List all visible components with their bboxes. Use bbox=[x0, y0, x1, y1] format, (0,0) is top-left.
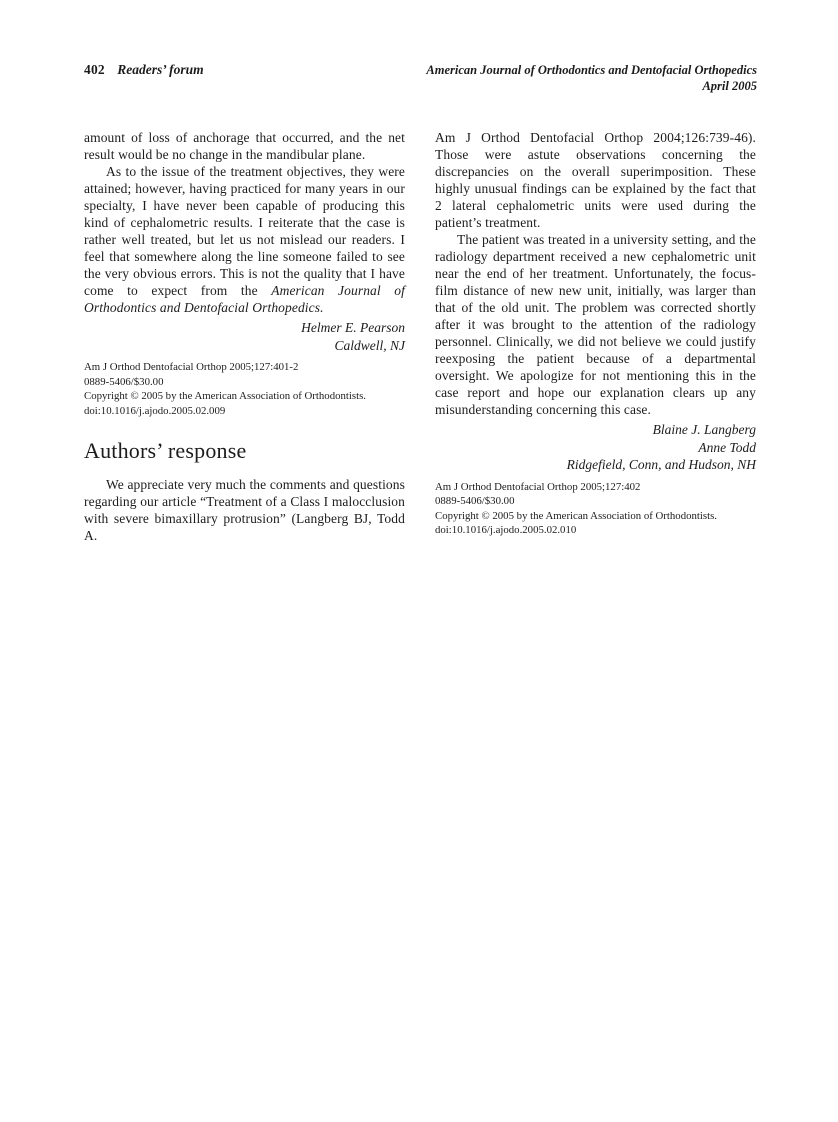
response-paragraph-continuation: Am J Orthod Dentofacial Orthop 2004;126:739-46). Those were astute observations concerning the discrepancies on the overall superimposition. These highly unusual findings can be explained by the fact that 2 lateral cephalometric units were used during the patient’s treatment. bbox=[435, 130, 756, 230]
signature-block bbox=[84, 319, 405, 354]
two-column-body bbox=[84, 129, 757, 544]
citation-line: Am J Orthod Dentofacial Orthop 2005;127:402 bbox=[435, 480, 641, 493]
section-title: Readers’ forum bbox=[117, 62, 204, 77]
citation-line: 0889-5406/$30.00 bbox=[435, 495, 515, 507]
citation-block bbox=[435, 480, 756, 538]
running-head-left bbox=[84, 62, 204, 78]
signature-name: Blaine J. Langberg bbox=[652, 422, 756, 437]
signature-name: Anne Todd bbox=[698, 439, 756, 455]
letter-paragraph-continuation: amount of loss of anchorage that occurred, and the net result would be no change in the mandibular plane. bbox=[84, 130, 405, 162]
left-column bbox=[84, 129, 405, 544]
signature-location: Caldwell, NJ bbox=[334, 337, 405, 353]
signature-block bbox=[435, 421, 756, 474]
authors-response-heading: Authors’ response bbox=[84, 438, 247, 463]
page-number: 402 bbox=[84, 62, 105, 77]
citation-line: Am J Orthod Dentofacial Orthop 2005;127:401-2 bbox=[84, 361, 299, 373]
citation-line: 0889-5406/$30.00 bbox=[84, 375, 164, 388]
response-paragraph: We appreciate very much the comments and questions regarding our article “Treatment of a Class I malocclusion with severe bimaxillary protrusion” (Langberg BJ, Todd A. bbox=[84, 477, 405, 543]
letter-paragraph-tail: . bbox=[320, 300, 324, 315]
right-column bbox=[435, 129, 756, 544]
citation-line: doi:10.1016/j.ajodo.2005.02.009 bbox=[84, 404, 226, 417]
response-paragraph: The patient was treated in a university setting, and the radiology department received a new cephalometric unit near the end of her treatment. Unfortunately, the focus-film distance of new new unit, initially, was larger than that of the old unit. The problem was corrected shortly after it was brought to the attention of the radiology personnel. Clinically, we did not believe we could justify reexposing the patient because of a departmental oversight. We apologize for not mentioning this in the case report and hope our explanation clears up any misunderstanding concerning this case. bbox=[435, 232, 756, 417]
journal-name-italic: American Journal of Orthodontics and Dentofacial Orthopedics bbox=[84, 283, 405, 315]
issue-date: April 2005 bbox=[702, 79, 757, 93]
letter-paragraph-text: As to the issue of the treatment objectives, they were attained; however, having practiced for many years in our specialty, I have never been capable of producing this kind of cephalometric results. I reiterate that the case is rather well treated, but let us not mislead our readers. I feel that somewhere along the line someone failed to see the very obvious errors. This is not the quality that I have come to expect from the bbox=[84, 164, 405, 298]
journal-title: American Journal of Orthodontics and Dentofacial Orthopedics bbox=[426, 63, 757, 77]
citation-line: Copyright © 2005 by the American Association of Orthodontists. bbox=[435, 509, 717, 522]
running-head bbox=[84, 62, 757, 94]
running-head-right bbox=[426, 62, 757, 94]
citation-block bbox=[84, 360, 405, 418]
letter-paragraph bbox=[84, 163, 405, 316]
signature-name: Helmer E. Pearson bbox=[301, 320, 405, 335]
citation-line: doi:10.1016/j.ajodo.2005.02.010 bbox=[435, 524, 577, 536]
citation-line: Copyright © 2005 by the American Association of Orthodontists. bbox=[84, 390, 366, 402]
signature-location: Ridgefield, Conn, and Hudson, NH bbox=[566, 457, 756, 472]
